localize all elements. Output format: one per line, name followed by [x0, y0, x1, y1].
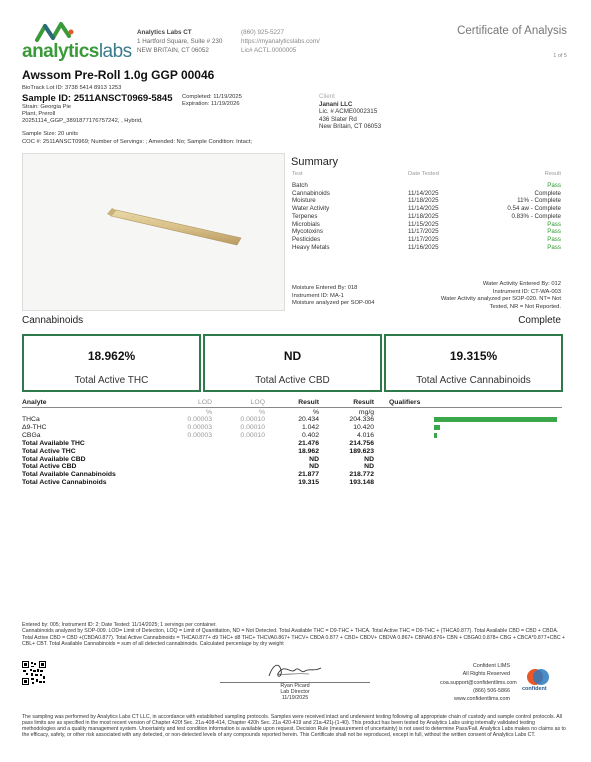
summary-col-date: Date Tested — [408, 171, 439, 177]
qr-code-icon[interactable] — [22, 661, 46, 685]
analyte-result-pct: ND — [309, 455, 319, 463]
analyte-name: THCa — [22, 416, 40, 423]
stat-total-active-cannabinoids — [384, 334, 563, 392]
analyte-result-pct: 18.962 — [298, 447, 319, 455]
summary-test-name: Water Activity — [292, 205, 330, 213]
unit-result-mg: mg/g — [358, 409, 374, 416]
summary-date-tested: 11/17/2025 — [408, 235, 439, 243]
analyte-result-pct: 21.877 — [298, 471, 319, 479]
lab-info — [137, 28, 222, 55]
col-result-pct: Result — [298, 399, 319, 406]
summary-date-tested: 11/18/2025 — [408, 212, 439, 220]
lab-website-link[interactable]: https://myanalyticslabs.com/ — [241, 38, 320, 45]
analyte-loq: 0.00010 — [240, 423, 265, 431]
wa-entered-by: Water Activity Entered By: 012 — [482, 281, 561, 287]
analyte-name: Total Available CBD — [22, 455, 86, 463]
stat-label: Total Active CBD — [255, 375, 330, 386]
analyte-name: Δ9-THC — [22, 423, 47, 431]
analyte-result-pct: 21.476 — [298, 439, 319, 447]
summary-test-name: Batch — [292, 182, 308, 189]
summary-col-test: Test — [292, 171, 303, 177]
summary-test-name: Microbials — [292, 220, 320, 228]
analyte-lod: 0.00003 — [187, 423, 212, 431]
wa-instrument: Instrument ID: CT-WA-003 — [492, 288, 561, 295]
moisture-entered-by: Moisture Entered By: 018 — [292, 285, 358, 291]
analyte-result-mg: ND — [364, 463, 374, 471]
summary-test-name: Moisture — [292, 197, 316, 205]
notes-line1: Entered by: 005; Instrument ID: 2; Date Tested: 11/14/2025; 1 servings per container. — [22, 622, 217, 628]
client-label: Client — [319, 93, 335, 100]
summary-title: Summary — [291, 156, 339, 168]
sample-id: Sample ID: 2511ANSCT0969-5845 — [22, 93, 173, 104]
analyte-result-pct: 20.434 — [298, 416, 319, 423]
stat-label: Total Active THC — [74, 375, 149, 386]
analyte-loq: 0.00010 — [240, 431, 265, 439]
signatory-name: Ryan Picard — [280, 683, 310, 689]
analyte-result-mg: 214.756 — [349, 439, 374, 447]
analyte-name: Total Available THC — [22, 439, 85, 447]
strain: Strain: Georgia Pie — [22, 104, 71, 110]
qualifier-bar — [434, 433, 437, 438]
analyte-result-pct: 1.042 — [301, 423, 319, 431]
notes-line2: Cannabinoids analyzed by SOP-009. LOD= Limit of Detection, LOQ = Limit of Quantitation, ND = Not Detected. Total Available THC = D9-THC + THCA. Total Active THC = D9-THC + (THCA0.877). Total Available CBD = CBD + CBDA. Total Active CBD = CBD +(CBDA0.877). Total Active Cannabinoids = THCA0.877+ d9 THC+ d8 THC+ THCVA0.867+ THCV+ CBDA 0.877 + CBD+ CBDV+ CBDVA 0.867+ CBNA0.876+ CBN + CBGA0.0.878+ CBG + CBCA*0.877+CBC + CBL+ CBT. Total Available Cannabinoids = sum of all detected cannabinoids. Calculated percentage by dry weight — [22, 628, 566, 648]
lab-license: Lic# ACTL.0000005 — [241, 47, 297, 54]
lab-address-line2: NEW BRITAIN, CT 06052 — [137, 47, 209, 54]
signatory — [250, 683, 340, 702]
batch-info: 20251114_GGP_3891877176757242, , Hybrid, — [22, 118, 143, 124]
summary-result: Pass — [547, 182, 561, 189]
biotrack-lot-id: BioTrack Lot ID: 3738 5414 8913 1253 — [22, 85, 122, 91]
analyte-result-pct: 19.315 — [298, 479, 319, 487]
stat-total-active-cbd — [203, 334, 382, 392]
summary-date-tested: 11/18/2025 — [408, 197, 439, 205]
lab-address-line1: 1 Hartford Square, Suite # 230 — [137, 38, 223, 45]
summary-test-name: Mycotoxins — [292, 228, 323, 236]
lims-website-link[interactable]: www.confidentlims.com — [453, 696, 510, 703]
unit-lod: % — [205, 409, 212, 416]
summary-date-tested: 11/16/2025 — [408, 243, 439, 251]
client-name: Janani LLC — [319, 101, 353, 108]
unit-loq: % — [258, 409, 265, 416]
analyte-loq: 0.00010 — [240, 416, 265, 423]
qualifier-bar — [434, 425, 440, 430]
lab-phone: (860) 925-5227 — [241, 29, 285, 36]
summary-result: Pass — [547, 228, 561, 236]
summary-result: 0.83% - Complete — [511, 212, 561, 220]
confident-logo-icon — [526, 668, 550, 686]
wa-sop: Water Activity analyzed per SOP-020. NT= Not — [440, 296, 561, 302]
analyte-result-mg: ND — [364, 455, 374, 463]
stat-value: 18.962% — [87, 349, 136, 363]
summary-test-name: Pesticides — [292, 235, 321, 243]
lims-email-link[interactable]: coa.support@confidentlims.com — [440, 679, 517, 686]
summary-result: Pass — [547, 243, 561, 251]
analyte-name: Total Active THC — [22, 447, 76, 455]
analyte-lod: 0.00003 — [187, 416, 212, 423]
analyte-result-mg: 193.148 — [349, 479, 374, 487]
summary-test-name: Terpenes — [292, 212, 318, 220]
moisture-instrument: Instrument ID: MA-1 — [292, 292, 344, 299]
lims-phone: (866) 506-5866 — [473, 687, 510, 694]
col-qualifiers: Qualifiers — [389, 399, 421, 406]
pre-roll-image — [23, 154, 285, 311]
lims-name: Confident LIMS — [472, 663, 510, 669]
summary-test-name: Heavy Metals — [292, 243, 330, 251]
analyte-result-mg: 4.016 — [356, 431, 374, 439]
water-activity-notes — [441, 281, 561, 311]
signature-date: 11/19/2025 — [281, 695, 309, 702]
client-address-line1: 436 Slater Rd — [319, 115, 357, 123]
client-info — [319, 101, 381, 130]
product-type: Plant, Preroll — [22, 111, 56, 117]
signatory-title: Lab Director — [280, 689, 310, 696]
analyte-result-mg: 204.336 — [349, 416, 374, 423]
stat-value: 19.315% — [449, 349, 498, 363]
summary-result: Pass — [547, 220, 561, 228]
logo-wordmark: analyticslabs — [22, 41, 132, 62]
client-address-line2: New Britain, CT 06053 — [319, 122, 382, 130]
unit-result-pct: % — [312, 409, 319, 416]
summary-date-tested: 11/14/2025 — [408, 189, 439, 197]
summary-result: 11% - Complete — [517, 197, 561, 205]
qualifier-bar — [434, 417, 557, 422]
cannabinoids-section-title: Cannabinoids — [22, 315, 84, 326]
analyte-name: CBGa — [22, 431, 41, 439]
signature-icon — [265, 660, 325, 682]
stat-value: ND — [283, 349, 302, 363]
disclaimer: The sampling was performed by Analytics Labs CT LLC, in accordance with established sampling protocols. Samples were received intact and underwent testing following all appropriate chain of custody and sample control protocols. All pass limits are as specified in the most recent version of Chapter 420f Sec. 21a-408-414, Chapter 420h Sec. 21a 420-419 and 21a-421j-(1-40). This product has been tested by Analytics Labs using internally validated testing methodologies and a quality management system. Uncertainty and test condition information is available upon request. Decision Rule (measurement of uncertainty) is not used to determine Pass/Fail. Analytics Labs makes no claims as to the efficacy, safety, or other risk associated with any detected, or non-detected levels of any compounds reported herein. This Certificate shall not be reproduced, except in full, without the written consent of Analytics Labs CT. — [22, 714, 566, 738]
analyte-result-mg: 218.772 — [349, 471, 374, 479]
product-title: Awssom Pre-Roll 1.0g GGP 00046 — [22, 68, 215, 82]
analysis-notes — [22, 622, 568, 648]
summary-date-tested: 11/14/2025 — [408, 205, 439, 213]
wa-legend: Tested, NR = Not Reported. — [489, 303, 561, 310]
stat-total-active-thc — [22, 334, 201, 392]
table-divider — [22, 407, 562, 408]
analyte-result-mg: 10.420 — [353, 423, 374, 431]
lims-rights: All Rights Reserved — [462, 671, 510, 678]
moisture-notes — [292, 285, 375, 308]
analyte-name: Total Available Cannabinoids — [22, 471, 116, 479]
summary-result: 0.54 aw - Complete — [507, 205, 561, 213]
lab-contact — [241, 28, 320, 55]
sample-size: Sample Size: 20 units — [22, 131, 79, 137]
analyte-result-pct: 0.402 — [301, 431, 319, 439]
summary-col-result: Result — [544, 171, 561, 177]
analyte-lod: 0.00003 — [187, 431, 212, 439]
confident-logo-text: confident — [522, 686, 547, 692]
cannabinoids-status: Complete — [518, 315, 561, 326]
col-analyte: Analyte — [22, 399, 47, 406]
analyte-name: Total Active CBD — [22, 463, 77, 471]
col-result-mg: Result — [353, 399, 374, 406]
analyte-result-pct: ND — [309, 463, 319, 471]
col-loq: LOQ — [250, 399, 265, 406]
summary-date-tested: 11/17/2025 — [408, 228, 439, 236]
moisture-sop: Moisture analyzed per SOP-004 — [292, 300, 375, 306]
completed-date: Completed: 11/19/2025 — [182, 94, 242, 100]
summary-test-name: Cannabinoids — [292, 189, 330, 197]
page-number: 1 of 5 — [553, 53, 567, 59]
coc-info: COC #: 2511ANSCT0969; Number of Servings: ; Amended: No; Sample Condition: Intact; — [22, 139, 252, 145]
col-lod: LOD — [198, 399, 212, 406]
client-license: Lic. # ACME0002315 — [319, 108, 378, 116]
expiration-date: Expiration: 11/19/2026 — [182, 101, 240, 107]
summary-result: Complete — [534, 189, 561, 197]
summary-date-tested: 11/15/2025 — [408, 220, 439, 228]
analyte-result-mg: 189.623 — [349, 447, 374, 455]
stat-label: Total Active Cannabinoids — [416, 375, 531, 386]
analyte-name: Total Active Cannabinoids — [22, 479, 107, 487]
lims-info — [440, 662, 517, 703]
lab-name: Analytics Labs CT — [137, 29, 192, 36]
summary-result: Pass — [547, 235, 561, 243]
product-photo — [22, 153, 285, 311]
certificate-title: Certificate of Analysis — [457, 25, 567, 37]
